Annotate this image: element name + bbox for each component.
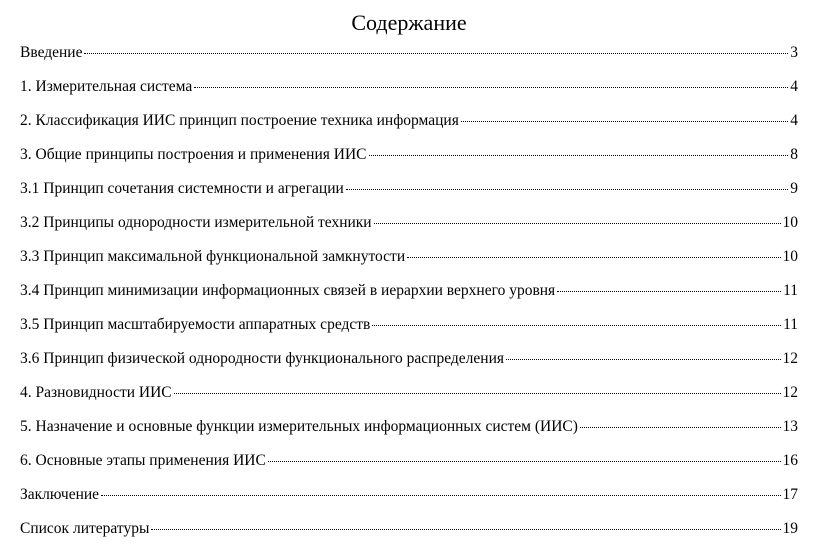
dot-leader xyxy=(194,87,788,88)
toc-entry-label: 3.6 Принцип физической однородности функционального распределения xyxy=(20,350,504,367)
toc-entry-page-number: 10 xyxy=(782,214,798,231)
toc-entry-3 xyxy=(20,142,798,176)
dot-leader xyxy=(557,291,781,292)
toc-entry-label: 3. Общие принципы построения и применения ИИС xyxy=(20,146,367,163)
toc-entry-label: 5. Назначение и основные функции измерительных информационных систем (ИИС) xyxy=(20,418,578,435)
dot-leader xyxy=(407,257,780,258)
dot-leader xyxy=(101,495,780,496)
toc-entry-label: 3.5 Принцип масштабируемости аппаратных средств xyxy=(20,316,371,333)
dot-leader xyxy=(374,223,781,224)
page-title: Содержание xyxy=(351,10,467,35)
toc-entry-label: Заключение xyxy=(20,486,100,503)
toc-entry-page-number: 11 xyxy=(783,316,798,333)
toc-entry-4 xyxy=(20,380,798,414)
toc-entry-label: 3.2 Принципы однородности измерительной техники xyxy=(20,214,372,231)
dot-leader xyxy=(84,53,788,54)
toc-entry-page-number: 19 xyxy=(782,520,798,537)
toc-entry-label: 3.1 Принцип сочетания системности и агрегации xyxy=(20,180,344,197)
toc-entry-page-number: 4 xyxy=(790,78,798,95)
dot-leader xyxy=(580,427,781,428)
dot-leader xyxy=(346,189,788,190)
toc-entry-page-number: 8 xyxy=(790,146,798,163)
toc-entry-label: Список литературы xyxy=(20,520,150,537)
toc-entry-introduction xyxy=(20,40,798,74)
toc-entry-3-4 xyxy=(20,278,798,312)
dot-leader xyxy=(372,325,781,326)
toc-entry-page-number: 9 xyxy=(790,180,798,197)
toc-entry-3-2 xyxy=(20,210,798,244)
dot-leader xyxy=(151,529,780,530)
toc-entry-1 xyxy=(20,74,798,108)
toc-entry-page-number: 12 xyxy=(782,384,798,401)
toc-entry-label: 2. Классификация ИИС принцип построение техника информация xyxy=(20,112,459,129)
toc-entry-label: 6. Основные этапы применения ИИС xyxy=(20,452,266,469)
toc-entry-page-number: 3 xyxy=(790,44,798,61)
toc-entry-page-number: 12 xyxy=(782,350,798,367)
toc-entry-5 xyxy=(20,414,798,448)
toc-entry-6 xyxy=(20,448,798,482)
toc-entry-label: 3.3 Принцип максимальной функциональной замкнутости xyxy=(20,248,406,265)
dot-leader xyxy=(369,155,789,156)
toc-entry-page-number: 11 xyxy=(783,282,798,299)
toc-entry-label: Введение xyxy=(20,44,83,61)
toc-entry-label: 4. Разновидности ИИС xyxy=(20,384,172,401)
toc-entry-page-number: 13 xyxy=(782,418,798,435)
toc-entry-page-number: 10 xyxy=(782,248,798,265)
toc-entry-3-3 xyxy=(20,244,798,278)
toc-entry-3-5 xyxy=(20,312,798,346)
toc-entry-references xyxy=(20,516,798,550)
toc-entry-label: 1. Измерительная система xyxy=(20,78,193,95)
toc-entry-3-1 xyxy=(20,176,798,210)
dot-leader xyxy=(174,393,781,394)
toc-entry-label: 3.4 Принцип минимизации информационных связей в иерархии верхнего уровня xyxy=(20,282,556,299)
dot-leader xyxy=(506,359,781,360)
toc-entry-2 xyxy=(20,108,798,142)
table-of-contents xyxy=(20,40,798,550)
toc-entry-page-number: 16 xyxy=(782,452,798,469)
toc-entry-page-number: 4 xyxy=(790,112,798,129)
dot-leader xyxy=(268,461,781,462)
toc-entry-page-number: 17 xyxy=(782,486,798,503)
toc-entry-conclusion xyxy=(20,482,798,516)
dot-leader xyxy=(461,121,788,122)
toc-entry-3-6 xyxy=(20,346,798,380)
